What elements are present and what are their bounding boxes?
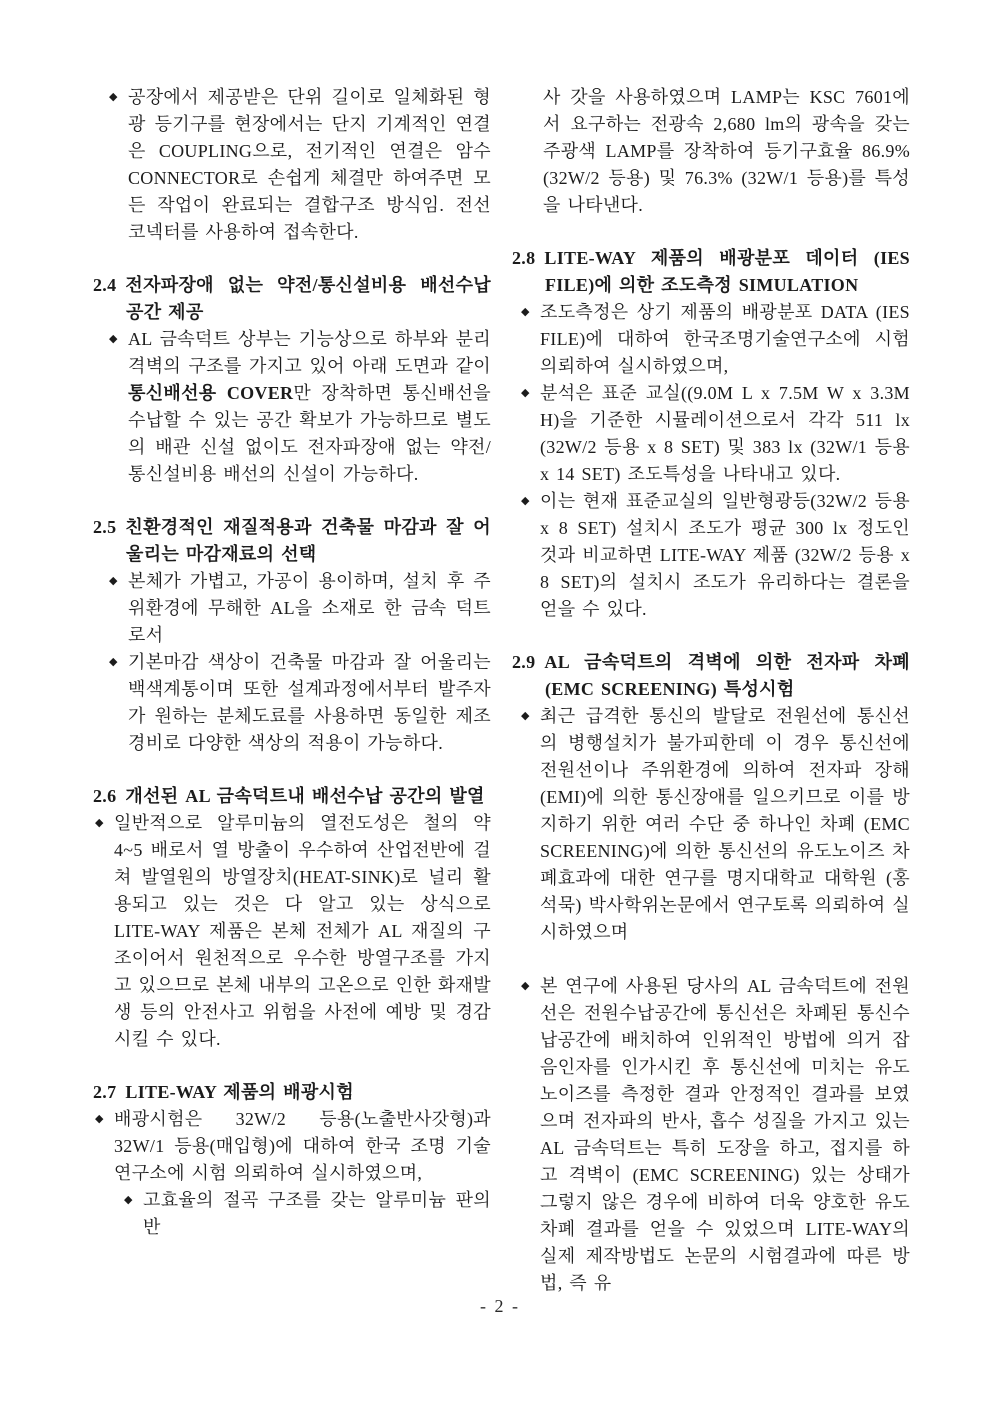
section-title: LITE-WAY 제품의 배광시험 — [125, 1082, 354, 1102]
section-title: 개선된 AL 금속덕트내 배선수납 공간의 발열 — [125, 786, 485, 806]
bullet-item-aluminum-reflector — [124, 1187, 491, 1241]
bullet-text: 본 연구에 사용된 당사의 AL 금속덕트에 전원선은 전원수납공간에 통신선은 차폐된 통신수납공간에 배치하여 인위적인 방법에 의거 잡음인자를 인가시킨 후 통신선에 미치는 유도노이즈를 측정한 결과 안정적인 결과를 보였으며 전자파의 반사, 흡수 성질을 가지고 있는 AL 금속덕트는 특히 도장을 하고, 접지를 하고 격벽이 (EMC SCREENING) 있는 상태가 그렇지 않은 경우에 비하여 더욱 양호한 유도차폐 결과를 얻을 수 있었으며 LITE-WAY의 실제 제작방법도 논문의 시험결과에 따른 방법, 즉 유 — [540, 976, 910, 1293]
bullet-icon: ◆ — [109, 575, 118, 587]
bullet-item-finish-color — [109, 649, 491, 757]
page-number: - 2 - — [480, 1296, 520, 1316]
bullet-item-noise-test-result — [521, 973, 910, 1297]
bullet-text-segment: 만 장착하면 통신배선을 수납할 수 있는 공간 확보가 가능하므로 별도의 배관 신설 없이도 전자파장애 없는 약전/통신설비용 배선의 신설이 가능하다. — [128, 383, 491, 484]
bullet-icon: ◆ — [521, 980, 530, 992]
bullet-icon: ◆ — [109, 91, 118, 103]
section-heading-2-6 — [93, 783, 491, 810]
bullet-text: 고효율의 절곡 구조를 갖는 알루미늄 판의 반 — [143, 1190, 491, 1237]
bullet-icon: ◆ — [124, 1194, 133, 1206]
bullet-icon: ◆ — [521, 495, 530, 507]
right-column — [512, 84, 910, 1297]
section-heading-2-5 — [93, 514, 491, 568]
bullet-item-light-test — [95, 1106, 491, 1187]
bullet-icon: ◆ — [521, 387, 530, 399]
bullet-text-bold-segment: 통신배선용 COVER — [128, 383, 294, 403]
section-number: 2.8 — [512, 248, 536, 268]
bullet-icon: ◆ — [109, 656, 118, 668]
bullet-item-comparison-result — [521, 488, 910, 623]
document-page — [93, 84, 913, 1297]
bullet-text: 분석은 표준 교실((9.0M L x 7.5M W x 3.3M H)을 기준한 시뮬레이션으로서 각각 511 lx (32W/2 등용 x 8 SET) 및 383 lx (32W/1 등용 x 14 SET) 조도특성을 나타내고 있다. — [540, 383, 910, 484]
left-column — [93, 84, 491, 1297]
bullet-item-simulation-analysis — [521, 380, 910, 488]
section-number: 2.7 — [93, 1082, 117, 1102]
bullet-text: 최근 급격한 통신의 발달로 전원선에 통신선의 병행설치가 불가피한데 이 경우 통신선에 전원선이나 주위환경에 의하여 전자파 장해(EMI)에 의한 통신장애를 일으키므로 이를 방지하기 위한 여러 수단 중 하나인 차폐 (EMC SCREENING)에 의한 통신선의 유도노이즈 차폐효과에 대한 연구를 명지대학교 대학원 (홍석묵) 박사학위논문에서 연구토록 의뢰하여 실시하였으며 — [540, 706, 910, 942]
bullet-text: 일반적으로 알루미늄의 열전도성은 철의 약 4~5 배로서 열 방출이 우수하여 산업전반에 걸쳐 발열원의 방열장치(HEAT-SINK)로 널리 활용되고 있는 것은 다 알고 있는 상식으로 LITE-WAY 제품은 본체 전체가 AL 재질의 구조이어서 원천적으로 우수한 방열구조를 가지고 있으므로 본체 내부의 고온으로 인한 화재발생 등의 안전사고 위험을 사전에 예방 및 경감시킬 수 있다. — [114, 813, 491, 1049]
bullet-icon: ◆ — [109, 333, 118, 345]
section-number: 2.4 — [93, 275, 117, 295]
section-heading-2-9 — [512, 649, 910, 703]
section-number: 2.9 — [512, 652, 536, 672]
section-title: AL 금속덕트의 격벽에 의한 전자파 차폐 (EMC SCREENING) 특성시험 — [544, 652, 910, 699]
bullet-item-heat-sink — [95, 810, 491, 1053]
bullet-icon: ◆ — [95, 1113, 104, 1125]
bullet-item-coupling — [109, 84, 491, 246]
section-number: 2.5 — [93, 517, 117, 537]
section-title: LITE-WAY 제품의 배광분포 데이터 (IES FILE)에 의한 조도측정 SIMULATION — [544, 248, 910, 295]
bullet-text-segment: AL 금속덕트 상부는 기능상으로 하부와 분리 격벽의 구조를 가지고 있어 아래 도면과 같이 — [128, 329, 491, 376]
bullet-item-emc-research — [521, 703, 910, 946]
bullet-text: 조도측정은 상기 제품의 배광분포 DATA (IES FILE)에 대하여 한국조명기술연구소에 시험 의뢰하여 실시하였으며, — [540, 302, 910, 376]
bullet-item-illuminance-measure — [521, 299, 910, 380]
section-heading-2-4 — [93, 272, 491, 326]
section-heading-2-7 — [93, 1079, 491, 1106]
section-number: 2.6 — [93, 786, 117, 806]
bullet-text: 기본마감 색상이 건축물 마감과 잘 어울리는 백색계통이며 또한 설계과정에서부터 발주자가 원하는 분체도료를 사용하면 동일한 제조 경비로 다양한 색상의 적용이 가능하다. — [128, 652, 491, 753]
bullet-icon: ◆ — [95, 817, 104, 829]
bullet-text: 배광시험은 32W/2 등용(노출반사갓형)과 32W/1 등용(매입형)에 대하여 한국 조명 기술 연구소에 시험 의뢰하여 실시하였으며, — [114, 1109, 491, 1183]
continuation-paragraph: 사 갓을 사용하였으며 LAMP는 KSC 7601에서 요구하는 전광속 2,680 lm의 광속을 갖는 주광색 LAMP를 장착하여 등기구효율 86.9% (32W/2 등용) 및 76.3% (32W/1 등용)를 특성을 나타낸다. — [543, 87, 910, 215]
section-title: 친환경적인 재질적용과 건축물 마감과 잘 어울리는 마감재료의 선택 — [125, 517, 491, 564]
bullet-text: 공장에서 제공받은 단위 길이로 일체화된 형광 등기구를 현장에서는 단지 기계적인 연결은 COUPLING으로, 전기적인 연결은 암수 CONNECTOR로 손쉽게 체결만 하여주면 모든 작업이 완료되는 결합구조 방식임. 전선 코넥터를 사용하여 접속한다. — [128, 87, 491, 242]
bullet-text — [128, 326, 491, 488]
section-heading-2-8 — [512, 245, 910, 299]
section-title: 전자파장애 없는 약전/통신설비용 배선수납 공간 제공 — [125, 275, 491, 322]
bullet-item-al-material — [109, 568, 491, 649]
bullet-icon: ◆ — [521, 306, 530, 318]
bullet-icon: ◆ — [521, 710, 530, 722]
bullet-text: 본체가 가볍고, 가공이 용이하며, 설치 후 주위환경에 무해한 AL을 소재로 한 금속 덕트로서 — [128, 571, 491, 645]
bullet-text: 이는 현재 표준교실의 일반형광등(32W/2 등용 x 8 SET) 설치시 조도가 평균 300 lx 정도인 것과 비교하면 LITE-WAY 제품 (32W/2 등용 x 8 SET)의 설치시 조도가 유리하다는 결론을 얻을 수 있다. — [540, 491, 910, 619]
bullet-item-al-duct-cover — [109, 326, 491, 488]
